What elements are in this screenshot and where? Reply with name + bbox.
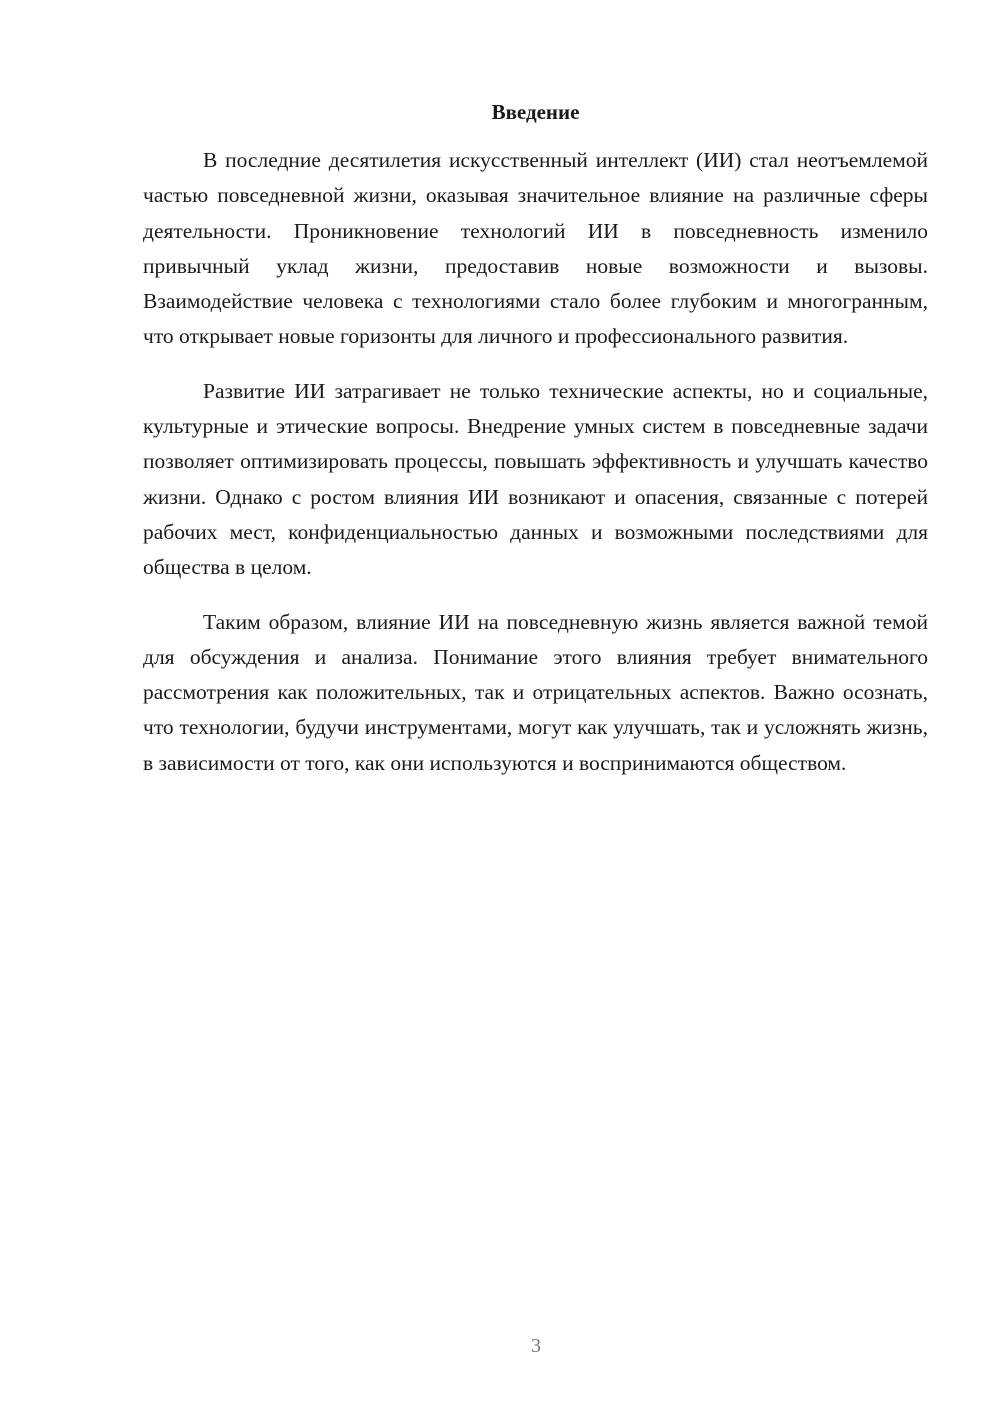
page-number: 3 xyxy=(531,1335,541,1357)
paragraph-1: В последние десятилетия искусственный интеллект (ИИ) стал неотъемлемой частью повседневной жизни, оказывая значительное влияние на различные сферы деятельности. Проникновение технологий ИИ в повседневность изменило привычный уклад жизни, предоставив новые возможности и вызовы. Взаимодействие человека с технологиями стало более глубоким и многогранным, что открывает новые горизонты для личного и профессионального развития. xyxy=(143,148,928,349)
paragraph-2: Развитие ИИ затрагивает не только технические аспекты, но и социальные, культурные и этические вопросы. Внедрение умных систем в повседневные задачи позволяет оптимизировать процессы, повышать эффективность и улучшать качество жизни. Однако с ростом влияния ИИ возникают и опасения, связанные с потерей рабочих мест, конфиденциальностью данных и возможными последствиями для общества в целом. xyxy=(143,378,928,580)
section-heading: Введение xyxy=(491,100,580,124)
body-text xyxy=(143,143,928,800)
paragraph-3: Таким образом, влияние ИИ на повседневную жизнь является важной темой для обсуждения и анализа. Понимание этого влияния требует внимательного рассмотрения как положительных, так и отрицательных аспектов. Важно осознать, что технологии, будучи инструментами, могут как улучшать, так и усложнять жизнь, в зависимости от того, как они используются и воспринимаются обществом. xyxy=(143,609,928,775)
